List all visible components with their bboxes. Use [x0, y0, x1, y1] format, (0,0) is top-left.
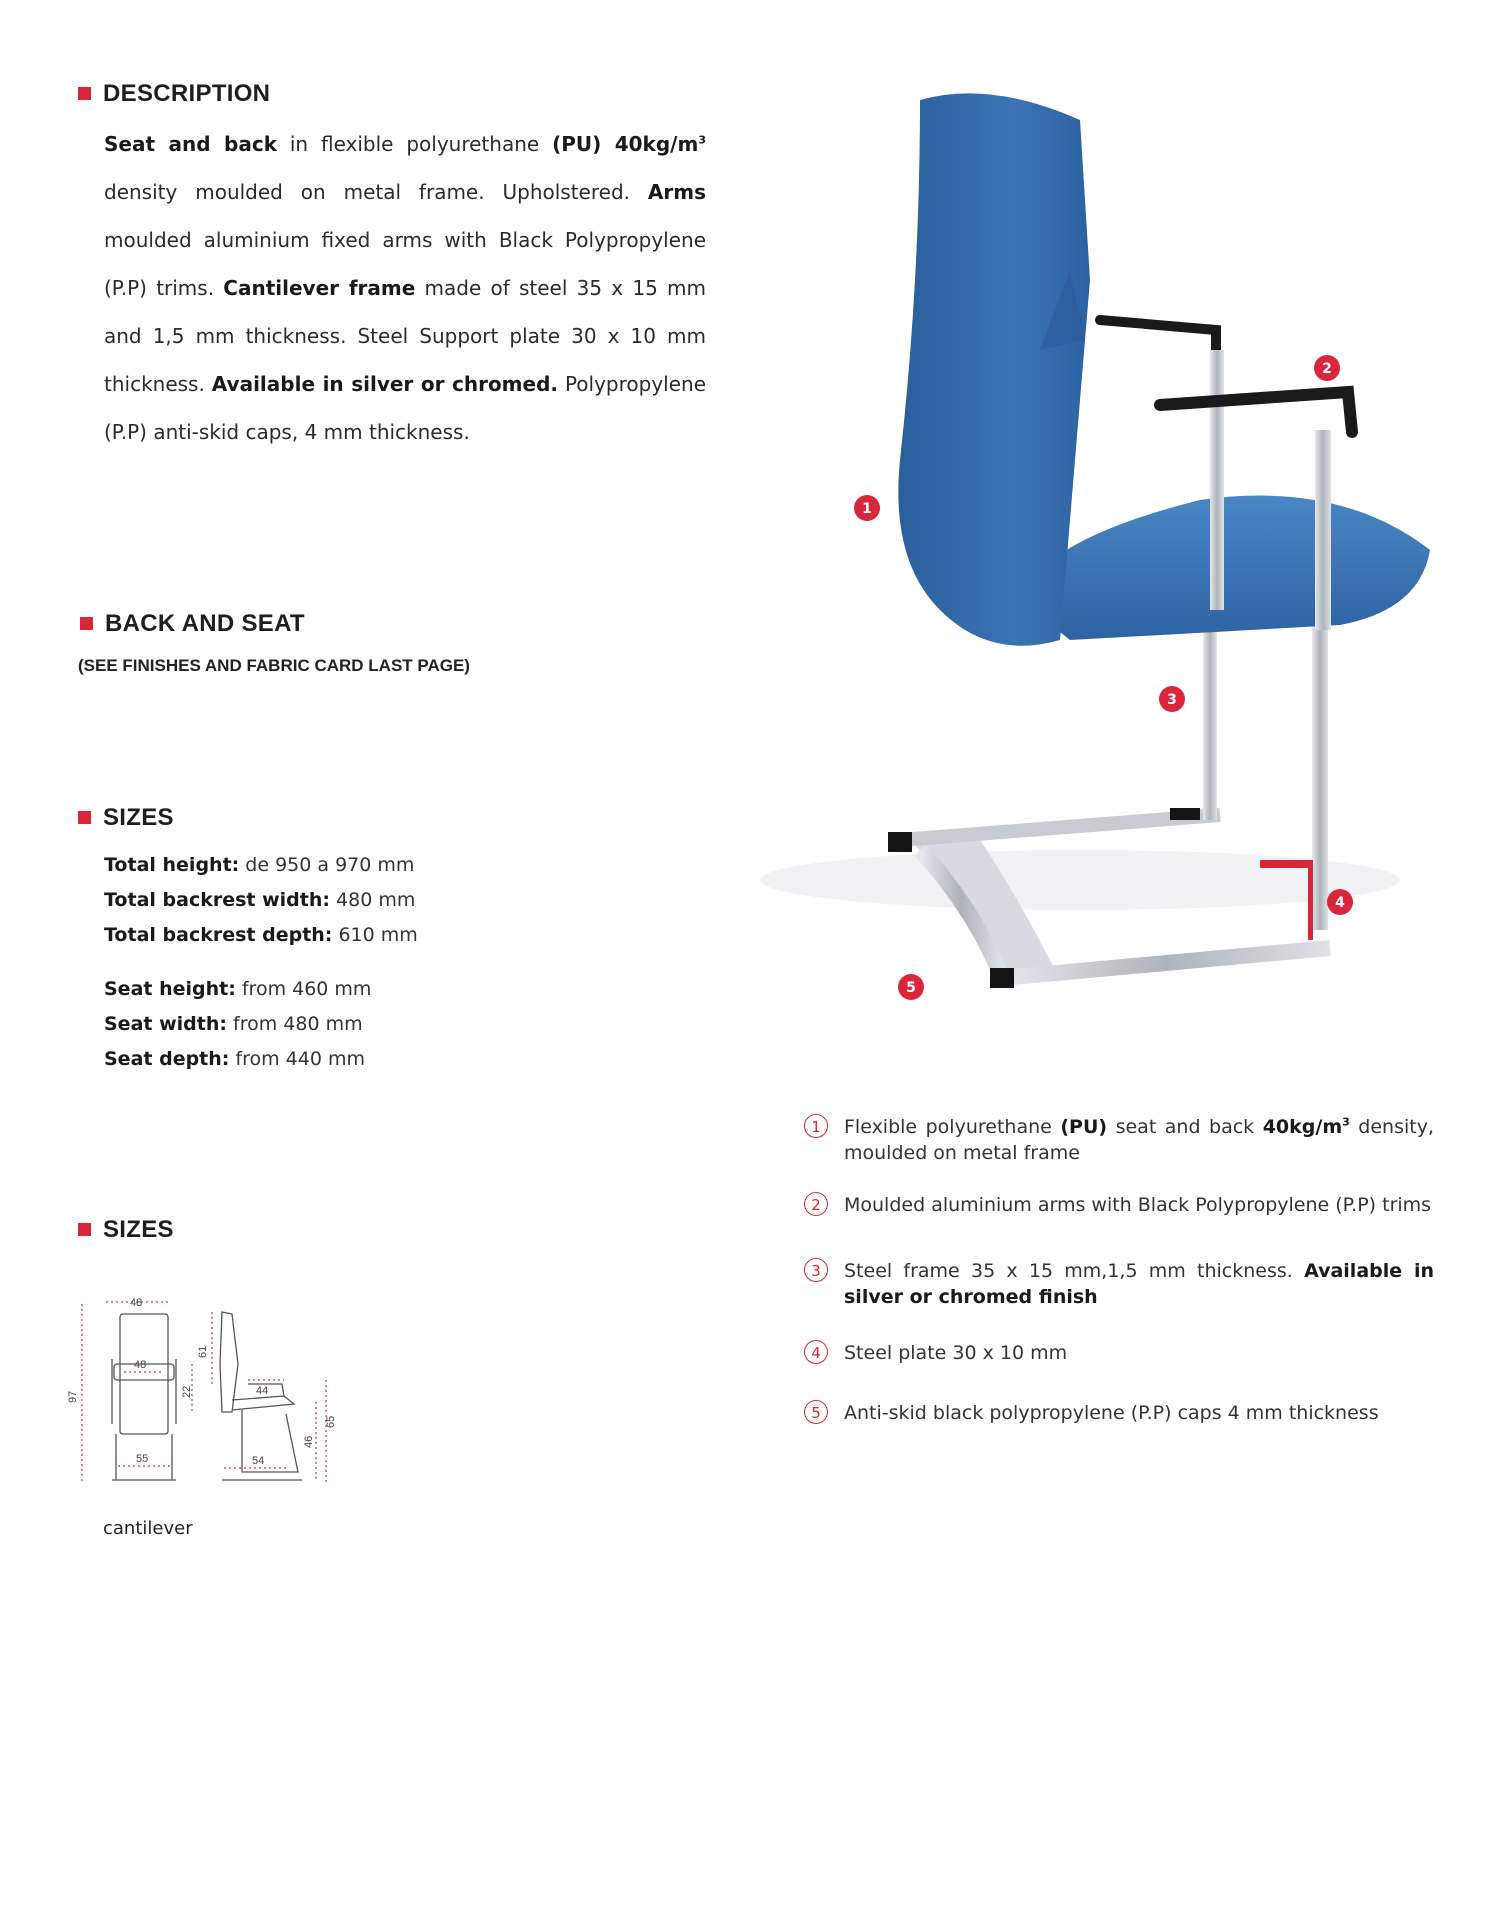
- size-row: Total backrest width: 480 mm: [104, 889, 416, 911]
- frame-cap-left: [888, 832, 912, 852]
- sizes-heading: SIZES: [78, 804, 174, 832]
- dim-front-mid: 48: [134, 1359, 147, 1371]
- size-row: Total backrest depth: 610 mm: [104, 924, 418, 946]
- legend-item-2: 2 Moulded aluminium arms with Black Polypropylene (P.P) trims: [804, 1192, 1434, 1218]
- svg-text:2: 2: [1322, 361, 1332, 377]
- dim-front-bottom: 55: [136, 1453, 149, 1465]
- callout-4: [1327, 889, 1353, 915]
- arm-rear: [1100, 320, 1216, 370]
- frame-cap-front: [990, 968, 1014, 988]
- legend-item-1: 1 Flexible polyurethane (PU) seat and back $40kg/m^3$ density, moulded on metal frame: [804, 1114, 1434, 1166]
- size-row: Seat height: from 460 mm: [104, 978, 372, 1000]
- svg-text:4: 4: [1335, 895, 1345, 911]
- dim-front-height: 97: [67, 1390, 79, 1403]
- dim-front-arm: 22: [181, 1385, 193, 1398]
- legend-item-3: 3 Steel frame 35 x 15 mm,1,5 mm thickness. Available in silver or chromed finish: [804, 1258, 1434, 1310]
- frame-rear-upright: [1203, 620, 1217, 820]
- floor-shadow: [760, 850, 1400, 910]
- dim-side-seat-depth: 44: [256, 1385, 269, 1397]
- side-seat-outline: [232, 1396, 294, 1410]
- frame-front-upright: [1312, 600, 1328, 930]
- back-and-seat-heading: BACK AND SEAT: [80, 610, 305, 638]
- seat-cushion: [1020, 496, 1430, 640]
- svg-text:3: 3: [1167, 692, 1177, 708]
- legend-number-1-icon: 1: [804, 1114, 828, 1138]
- chair-photo: [740, 80, 1460, 1040]
- size-row: Seat width: from 480 mm: [104, 1013, 363, 1035]
- sizes-drawing-heading: SIZES: [78, 1216, 174, 1244]
- legend-item-5: 5 Anti-skid black polypropylene (P.P) caps 4 mm thickness: [804, 1400, 1434, 1426]
- legend-number-2-icon: 2: [804, 1192, 828, 1216]
- red-square-bullet-icon: [78, 87, 91, 100]
- dim-side-total: 65: [325, 1415, 337, 1428]
- size-row: Seat depth: from 440 mm: [104, 1048, 366, 1070]
- description-heading: DESCRIPTION: [78, 80, 270, 108]
- arm-front: [1160, 392, 1352, 432]
- red-square-bullet-icon: [80, 617, 93, 630]
- side-backrest-outline: [220, 1312, 238, 1412]
- legend-number-5-icon: 5: [804, 1400, 828, 1424]
- finishes-note: (SEE FINISHES AND FABRIC CARD LAST PAGE): [78, 656, 470, 675]
- callout-5: [898, 974, 924, 1000]
- svg-text:5: 5: [906, 980, 916, 996]
- description-text: Seat and back in flexible polyurethane (PU) $40kg/m^3$ density moulded on metal frame. Upholstered. Arms moulded aluminium fixed arms with Black Polypropylene (P.P) trims. Cantilever frame made of steel 35 x 15 mm and 1,5 mm thickness. Steel Support plate 30 x 10 mm thickness. Available in silver or chromed. Polypropylene (P.P) anti-skid caps, 4 mm thickness.: [104, 132, 707, 444]
- red-square-bullet-icon: [78, 811, 91, 824]
- side-frame-outline: [242, 1410, 298, 1472]
- dim-side-seat-height: 46: [303, 1435, 315, 1448]
- dim-side-base: 54: [252, 1455, 265, 1467]
- callout-3: [1159, 686, 1185, 712]
- arm-rear-support: [1210, 350, 1224, 610]
- seat-sizes-list: [104, 972, 371, 1077]
- dim-side-back: 61: [197, 1345, 209, 1358]
- dimension-drawing: [67, 1284, 412, 1504]
- legend-number-3-icon: 3: [804, 1258, 828, 1282]
- callout-1: [854, 495, 880, 521]
- drawing-caption: cantilever: [103, 1518, 193, 1539]
- dim-front-top: 48: [130, 1297, 143, 1309]
- callout-2: [1314, 355, 1340, 381]
- svg-text:1: 1: [862, 501, 872, 517]
- total-sizes-list: [104, 848, 418, 953]
- frame-cap-back: [1170, 808, 1200, 820]
- red-square-bullet-icon: [78, 1223, 91, 1236]
- legend-item-4: 4 Steel plate 30 x 10 mm: [804, 1340, 1434, 1366]
- front-backrest-outline: [120, 1314, 168, 1434]
- legend-number-4-icon: 4: [804, 1340, 828, 1364]
- size-row: Total height: de 950 a 970 mm: [104, 854, 415, 876]
- arm-front-support: [1315, 430, 1331, 630]
- chair-backrest: [898, 93, 1090, 645]
